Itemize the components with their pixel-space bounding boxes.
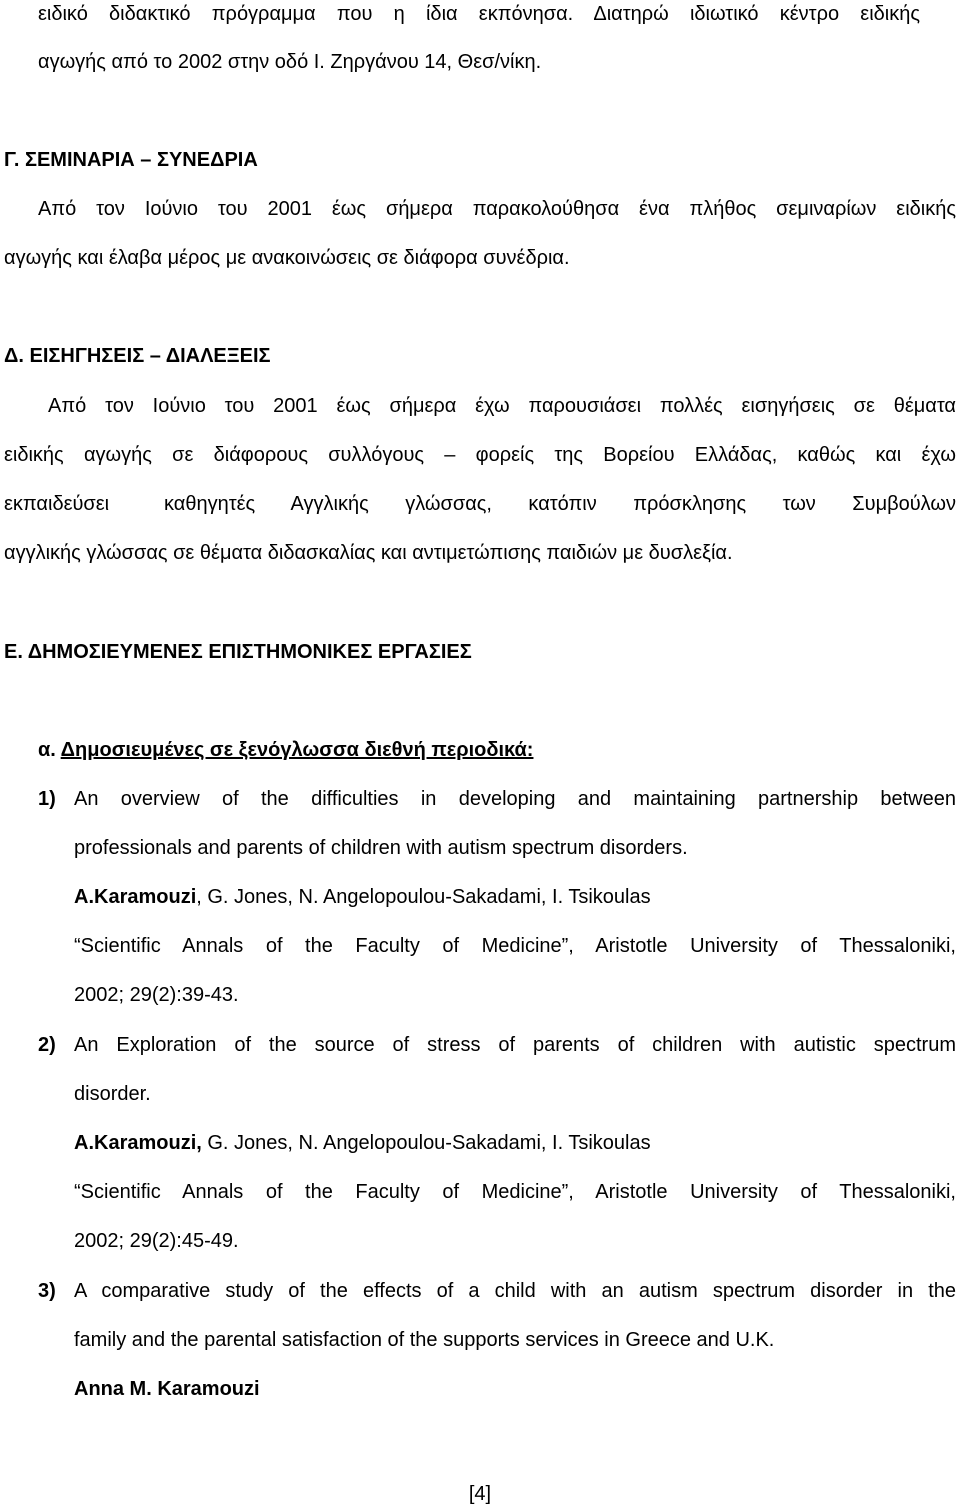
section-g-line-1: Από τον Ιούνιο του 2001 έως σήμερα παρακολούθησα ένα πλήθος σεμιναρίων ειδικής	[38, 198, 956, 220]
section-d-line-2: ειδικής αγωγής σε διάφορους συλλόγους – φορείς της Βορείου Ελλάδας, καθώς και έχω	[4, 444, 956, 466]
intro-line-2: αγωγής από το 2002 στην οδό Ι. Ζηργάνου 14, Θεσ/νίκη.	[38, 51, 542, 73]
publication-journal-line-1: “Scientific Annals of the Faculty of Medicine”, Aristotle University of Thessaloniki,	[74, 935, 956, 957]
intro-line-1: ειδικό διδακτικό πρόγραμμα που η ίδια εκπόνησα. Διατηρώ ιδιωτικό κέντρο ειδικής	[38, 3, 920, 25]
section-e-heading: Ε. ΔΗΜΟΣΙΕΥΜΕΝΕΣ ΕΠΙΣΤΗΜΟΝΙΚΕΣ ΕΡΓΑΣΙΕΣ	[4, 641, 472, 663]
section-g-heading: Γ. ΣΕΜΙΝΑΡΙΑ – ΣΥΝΕΔΡΙΑ	[4, 149, 258, 171]
publication-number: 1)	[38, 788, 56, 810]
publication-title-line-1: An Exploration of the source of stress of parents of children with autistic spectrum	[74, 1034, 956, 1056]
publication-title-line-2: professionals and parents of children with autism spectrum disorders.	[74, 837, 688, 859]
publication-title-line-2: disorder.	[74, 1083, 151, 1105]
publication-title-line-2: family and the parental satisfaction of the supports services in Greece and U.K.	[74, 1329, 775, 1351]
publication-journal-line-2: 2002; 29(2):45-49.	[74, 1230, 239, 1252]
section-g-line-2: αγωγής και έλαβα μέρος με ανακοινώσεις σε διάφορα συνέδρια.	[4, 247, 570, 269]
section-d-heading: Δ. ΕΙΣΗΓΗΣΕΙΣ – ΔΙΑΛΕΞΕΙΣ	[4, 345, 271, 367]
section-e-subheading	[38, 738, 533, 762]
co-authors: , G. Jones, N. Angelopoulou-Sakadami, I. Tsikoulas	[196, 886, 651, 908]
subheading-title: Δημοσιευμένες σε ξενόγλωσσα διεθνή περιοδικά:	[60, 739, 534, 761]
section-d-line-3b: καθηγητές Αγγλικής γλώσσας, κατόπιν πρόσκλησης των Συμβούλων	[164, 493, 956, 515]
section-d-line-4: αγγλικής γλώσσας σε θέματα διδασκαλίας και αντιμετώπισης παιδιών με δυσλεξία.	[4, 542, 733, 564]
publication-journal-line-2: 2002; 29(2):39-43.	[74, 984, 239, 1006]
publication-authors	[74, 1131, 651, 1155]
publication-authors: Anna M. Karamouzi	[74, 1378, 260, 1400]
publication-title-line-1: An overview of the difficulties in developing and maintaining partnership between	[74, 788, 956, 810]
publication-authors	[74, 885, 651, 909]
publication-number: 3)	[38, 1280, 56, 1302]
publication-number: 2)	[38, 1034, 56, 1056]
lead-author: A.Karamouzi,	[74, 1132, 202, 1154]
section-d-line-1: Από τον Ιούνιο του 2001 έως σήμερα έχω παρουσιάσει πολλές εισηγήσεις σε θέματα	[48, 395, 956, 417]
publication-journal-line-1: “Scientific Annals of the Faculty of Medicine”, Aristotle University of Thessaloniki,	[74, 1181, 956, 1203]
page-number: [4]	[468, 1483, 492, 1505]
section-d-line-3a: εκπαιδεύσει	[4, 493, 110, 515]
lead-author: A.Karamouzi	[74, 886, 197, 908]
co-authors: G. Jones, N. Angelopoulou-Sakadami, I. Tsikoulas	[201, 1132, 651, 1154]
subheading-prefix: α.	[38, 739, 61, 761]
publication-title-line-1: A comparative study of the effects of a child with an autism spectrum disorder in the	[74, 1280, 956, 1302]
